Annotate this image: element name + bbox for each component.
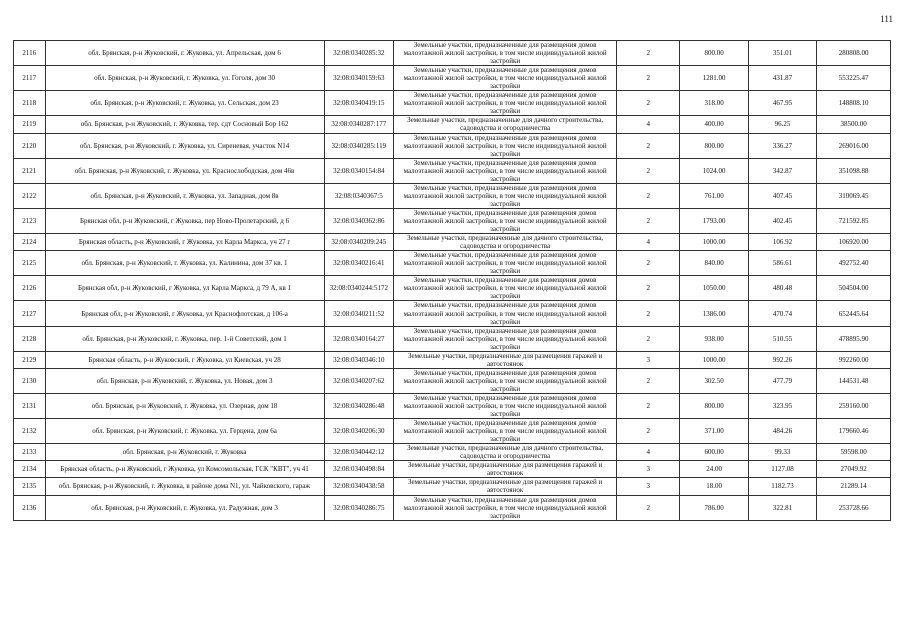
address-cell: обл. Брянская, р-н Жуковский, г. Жуковка, ул. Радужная, дом 3 xyxy=(45,495,324,520)
group-cell: 2 xyxy=(617,251,680,276)
value-cell: 21289.14 xyxy=(817,478,891,495)
area-cell: 1281.00 xyxy=(680,66,748,91)
row-number: 2133 xyxy=(14,444,46,461)
land-purpose-cell: Земельные участки, предназначенные для размещения домов малоэтажной жилой застройки, в том числе индивидуальной жилой застройки xyxy=(394,368,617,393)
group-cell: 3 xyxy=(617,351,680,368)
rate-cell: 351.01 xyxy=(748,41,816,66)
address-cell: Брянская обл, р-н Жуковский, г Жуковка, ул Краснофлотская, д 106-а xyxy=(45,301,324,326)
table-row xyxy=(14,133,891,158)
address-cell: обл. Брянская, р-н Жуковский, г. Жуковка xyxy=(45,444,324,461)
table-row xyxy=(14,351,891,368)
group-cell: 2 xyxy=(617,276,680,301)
land-purpose-cell: Земельные участки, предназначенные для размещения домов малоэтажной жилой застройки, в том числе индивидуальной жилой застройки xyxy=(394,183,617,208)
land-purpose-cell: Земельные участки, предназначенные для дачного строительства, садоводства и огородничества xyxy=(394,116,617,133)
value-cell: 148808.10 xyxy=(817,91,891,116)
table-row xyxy=(14,478,891,495)
address-cell: обл. Брянская, р-н Жуковский, г. Жуковка, ул. Апрельская, дом 6 xyxy=(45,41,324,66)
row-number: 2120 xyxy=(14,133,46,158)
group-cell: 2 xyxy=(617,393,680,418)
page-number: 111 xyxy=(880,14,893,24)
value-cell: 351098.88 xyxy=(817,158,891,183)
table-row xyxy=(14,251,891,276)
table-row xyxy=(14,183,891,208)
group-cell: 2 xyxy=(617,41,680,66)
rate-cell: 106.92 xyxy=(748,234,816,251)
address-cell: обл. Брянская, р-н Жуковский, г. Жуковка, ул. Западная, дом 8в xyxy=(45,183,324,208)
rate-cell: 431.87 xyxy=(748,66,816,91)
row-number: 2127 xyxy=(14,301,46,326)
area-cell: 1793.00 xyxy=(680,208,748,233)
group-cell: 2 xyxy=(617,301,680,326)
area-cell: 600.00 xyxy=(680,444,748,461)
rate-cell: 510.55 xyxy=(748,326,816,351)
cadastral-number-cell: 32:08:0340244:5172 xyxy=(324,276,393,301)
cadastral-number-cell: 32:08:0340346:10 xyxy=(324,351,393,368)
row-number: 2125 xyxy=(14,251,46,276)
area-cell: 18.00 xyxy=(680,478,748,495)
address-cell: обл. Брянская, р-н Жуковский, г. Жуковка, ул. Гоголя, дом 30 xyxy=(45,66,324,91)
cadastral-number-cell: 32:08:0340362:86 xyxy=(324,208,393,233)
area-cell: 938.00 xyxy=(680,326,748,351)
rate-cell: 322.81 xyxy=(748,495,816,520)
row-number: 2118 xyxy=(14,91,46,116)
row-number: 2135 xyxy=(14,478,46,495)
area-cell: 318.00 xyxy=(680,91,748,116)
table-row xyxy=(14,495,891,520)
row-number: 2126 xyxy=(14,276,46,301)
area-cell: 800.00 xyxy=(680,133,748,158)
cadastral-number-cell: 32:08:0340498:84 xyxy=(324,461,393,478)
rate-cell: 470.74 xyxy=(748,301,816,326)
group-cell: 4 xyxy=(617,444,680,461)
group-cell: 2 xyxy=(617,495,680,520)
cadastral-number-cell: 32:08:0340438:58 xyxy=(324,478,393,495)
value-cell: 269016.00 xyxy=(817,133,891,158)
group-cell: 4 xyxy=(617,116,680,133)
rate-cell: 1182.73 xyxy=(748,478,816,495)
value-cell: 144531.48 xyxy=(817,368,891,393)
table-row xyxy=(14,419,891,444)
address-cell: обл. Брянская, р-н Жуковский, г. Жуковка, ул. Герцена, дом 6а xyxy=(45,419,324,444)
row-number: 2129 xyxy=(14,351,46,368)
value-cell: 38500.00 xyxy=(817,116,891,133)
rate-cell: 477.79 xyxy=(748,368,816,393)
land-purpose-cell: Земельные участки, предназначенные для размещения домов малоэтажной жилой застройки, в том числе индивидуальной жилой застройки xyxy=(394,301,617,326)
land-purpose-cell: Земельные участки, предназначенные для размещения домов малоэтажной жилой застройки, в том числе индивидуальной жилой застройки xyxy=(394,495,617,520)
rate-cell: 484.26 xyxy=(748,419,816,444)
value-cell: 27049.92 xyxy=(817,461,891,478)
group-cell: 2 xyxy=(617,91,680,116)
row-number: 2134 xyxy=(14,461,46,478)
land-purpose-cell: Земельные участки, предназначенные для размещения домов малоэтажной жилой застройки, в том числе индивидуальной жилой застройки xyxy=(394,133,617,158)
area-cell: 840.00 xyxy=(680,251,748,276)
land-purpose-cell: Земельные участки, предназначенные для размещения домов малоэтажной жилой застройки, в том числе индивидуальной жилой застройки xyxy=(394,208,617,233)
row-number: 2123 xyxy=(14,208,46,233)
row-number: 2131 xyxy=(14,393,46,418)
row-number: 2136 xyxy=(14,495,46,520)
cadastral-number-cell: 32:08:0340209:245 xyxy=(324,234,393,251)
group-cell: 4 xyxy=(617,234,680,251)
land-purpose-cell: Земельные участки, предназначенные для размещения домов малоэтажной жилой застройки, в том числе индивидуальной жилой застройки xyxy=(394,41,617,66)
value-cell: 253728.66 xyxy=(817,495,891,520)
land-purpose-cell: Земельные участки, предназначенные для размещения домов малоэтажной жилой застройки, в том числе индивидуальной жилой застройки xyxy=(394,66,617,91)
address-cell: обл. Брянская, р-н Жуковский, г. Жуковка, в районе дома N1, ул. Чайковского, гараж xyxy=(45,478,324,495)
area-cell: 800.00 xyxy=(680,41,748,66)
group-cell: 2 xyxy=(617,326,680,351)
value-cell: 992260.00 xyxy=(817,351,891,368)
table-body xyxy=(14,40,891,520)
table-row xyxy=(14,66,891,91)
land-purpose-cell: Земельные участки, предназначенные для размещения домов малоэтажной жилой застройки, в том числе индивидуальной жилой застройки xyxy=(394,393,617,418)
cadastral-number-cell: 32:08:0340216:41 xyxy=(324,251,393,276)
area-cell: 1000.00 xyxy=(680,351,748,368)
land-purpose-cell: Земельные участки, предназначенные для размещения домов малоэтажной жилой застройки, в том числе индивидуальной жилой застройки xyxy=(394,251,617,276)
area-cell: 1386.00 xyxy=(680,301,748,326)
address-cell: Брянская область, р-н Жуковский, г Жуковка, ул Комсомольская, ГСК "КВТ", уч 41 xyxy=(45,461,324,478)
address-cell: обл. Брянская, р-н Жуковский, г. Жуковка, ул. Озерная, дом 18 xyxy=(45,393,324,418)
land-purpose-cell: Земельные участки, предназначенные для размещения гаражей и автостоянок xyxy=(394,478,617,495)
cadastral-number-cell: 32:08:0340285:119 xyxy=(324,133,393,158)
row-number: 2116 xyxy=(14,41,46,66)
area-cell: 800.00 xyxy=(680,393,748,418)
address-cell: обл. Брянская, р-н Жуковский, г. Жуковка, пер. 1-й Советский, дом 1 xyxy=(45,326,324,351)
address-cell: Брянская обл, р-н Жуковский, г Жуковка, пер Ново-Пролетарский, д 6 xyxy=(45,208,324,233)
value-cell: 310069.45 xyxy=(817,183,891,208)
table-row xyxy=(14,158,891,183)
cadastral-number-cell: 32:08:0340211:52 xyxy=(324,301,393,326)
value-cell: 179660.46 xyxy=(817,419,891,444)
land-purpose-cell: Земельные участки, предназначенные для размещения домов малоэтажной жилой застройки, в том числе индивидуальной жилой застройки xyxy=(394,326,617,351)
table-row xyxy=(14,208,891,233)
area-cell: 786.00 xyxy=(680,495,748,520)
row-number: 2130 xyxy=(14,368,46,393)
value-cell: 492752.40 xyxy=(817,251,891,276)
cadastral-number-cell: 32:08:0340206:30 xyxy=(324,419,393,444)
value-cell: 553225.47 xyxy=(817,66,891,91)
cadastral-number-cell: 32:08:0340442:12 xyxy=(324,444,393,461)
table-row xyxy=(14,461,891,478)
rate-cell: 342.87 xyxy=(748,158,816,183)
land-purpose-cell: Земельные участки, предназначенные для размещения гаражей и автостоянок xyxy=(394,351,617,368)
land-purpose-cell: Земельные участки, предназначенные для размещения домов малоэтажной жилой застройки, в том числе индивидуальной жилой застройки xyxy=(394,158,617,183)
value-cell: 478895.90 xyxy=(817,326,891,351)
rate-cell: 467.95 xyxy=(748,91,816,116)
rate-cell: 1127.08 xyxy=(748,461,816,478)
rate-cell: 336.27 xyxy=(748,133,816,158)
address-cell: Брянская область, р-н Жуковский, г Жуковка, ул Киевская, уч 28 xyxy=(45,351,324,368)
value-cell: 59598.00 xyxy=(817,444,891,461)
table-row xyxy=(14,444,891,461)
area-cell: 24.00 xyxy=(680,461,748,478)
area-cell: 302.50 xyxy=(680,368,748,393)
land-purpose-cell: Земельные участки, предназначенные для размещения гаражей и автостоянок xyxy=(394,461,617,478)
rate-cell: 586.61 xyxy=(748,251,816,276)
cadastral-number-cell: 32:08:0340285:32 xyxy=(324,41,393,66)
group-cell: 2 xyxy=(617,133,680,158)
row-number: 2122 xyxy=(14,183,46,208)
address-cell: обл. Брянская, р-н Жуковский, г. Жуковка, ул. Калинина, дом 37 кв. 1 xyxy=(45,251,324,276)
value-cell: 721592.85 xyxy=(817,208,891,233)
table-row xyxy=(14,116,891,133)
rate-cell: 96.25 xyxy=(748,116,816,133)
address-cell: Брянская область, р-н Жуковский, г Жуковка, ул Карла Маркса, уч 27 г xyxy=(45,234,324,251)
group-cell: 3 xyxy=(617,478,680,495)
address-cell: обл. Брянская, р-н Жуковский, г. Жуковка, ул. Сельская, дом 23 xyxy=(45,91,324,116)
table-row xyxy=(14,368,891,393)
address-cell: обл. Брянская, р-н Жуковский, г. Жуковка, тер. сдт Сосновый Бор 162 xyxy=(45,116,324,133)
cadastral-number-cell: 32:08:0340419:15 xyxy=(324,91,393,116)
row-number: 2121 xyxy=(14,158,46,183)
address-cell: обл. Брянская, р-н Жуковский, г. Жуковка, ул. Новая, дом 3 xyxy=(45,368,324,393)
value-cell: 652445.64 xyxy=(817,301,891,326)
area-cell: 1024.00 xyxy=(680,158,748,183)
cadastral-number-cell: 32:08:0340286:75 xyxy=(324,495,393,520)
value-cell: 259160.00 xyxy=(817,393,891,418)
area-cell: 1000.00 xyxy=(680,234,748,251)
table-row xyxy=(14,276,891,301)
table-row xyxy=(14,234,891,251)
group-cell: 2 xyxy=(617,419,680,444)
row-number: 2117 xyxy=(14,66,46,91)
table-row xyxy=(14,91,891,116)
rate-cell: 99.33 xyxy=(748,444,816,461)
address-cell: обл. Брянская, р-н Жуковский, г. Жуковка, ул. Сиреневая, участок N14 xyxy=(45,133,324,158)
table-row xyxy=(14,326,891,351)
cadastral-number-cell: 32:08:0340207:62 xyxy=(324,368,393,393)
table-row xyxy=(14,301,891,326)
rate-cell: 402.45 xyxy=(748,208,816,233)
cadastral-number-cell: 32:08:0340159:63 xyxy=(324,66,393,91)
table-row xyxy=(14,41,891,66)
value-cell: 106920.00 xyxy=(817,234,891,251)
land-registry-table xyxy=(13,40,891,521)
area-cell: 761.00 xyxy=(680,183,748,208)
land-purpose-cell: Земельные участки, предназначенные для дачного строительства, садоводства и огородничества xyxy=(394,444,617,461)
row-number: 2128 xyxy=(14,326,46,351)
area-cell: 371.00 xyxy=(680,419,748,444)
group-cell: 2 xyxy=(617,368,680,393)
cadastral-number-cell: 32:08:0340367:5 xyxy=(324,183,393,208)
land-purpose-cell: Земельные участки, предназначенные для размещения домов малоэтажной жилой застройки, в том числе индивидуальной жилой застройки xyxy=(394,419,617,444)
land-purpose-cell: Земельные участки, предназначенные для дачного строительства, садоводства и огородничества xyxy=(394,234,617,251)
rate-cell: 992.26 xyxy=(748,351,816,368)
land-purpose-cell: Земельные участки, предназначенные для размещения домов малоэтажной жилой застройки, в том числе индивидуальной жилой застройки xyxy=(394,276,617,301)
group-cell: 2 xyxy=(617,158,680,183)
group-cell: 2 xyxy=(617,183,680,208)
rate-cell: 323.95 xyxy=(748,393,816,418)
row-number: 2119 xyxy=(14,116,46,133)
area-cell: 1050.00 xyxy=(680,276,748,301)
cadastral-number-cell: 32:08:0340154:84 xyxy=(324,158,393,183)
group-cell: 2 xyxy=(617,208,680,233)
land-purpose-cell: Земельные участки, предназначенные для размещения домов малоэтажной жилой застройки, в том числе индивидуальной жилой застройки xyxy=(394,91,617,116)
table-row xyxy=(14,393,891,418)
row-number: 2132 xyxy=(14,419,46,444)
value-cell: 504504.00 xyxy=(817,276,891,301)
cadastral-number-cell: 32:08:0340286:48 xyxy=(324,393,393,418)
rate-cell: 480.48 xyxy=(748,276,816,301)
area-cell: 400.00 xyxy=(680,116,748,133)
group-cell: 3 xyxy=(617,461,680,478)
group-cell: 2 xyxy=(617,66,680,91)
cadastral-number-cell: 32:08:0340287:177 xyxy=(324,116,393,133)
address-cell: Брянская обл, р-н Жуковский, г Жуковка, ул Карла Маркса, д 79 А, кв 1 xyxy=(45,276,324,301)
address-cell: обл. Брянская, р-н Жуковский, г. Жуковка, ул. Краснослободская, дом 46в xyxy=(45,158,324,183)
row-number: 2124 xyxy=(14,234,46,251)
value-cell: 280808.00 xyxy=(817,41,891,66)
rate-cell: 407.45 xyxy=(748,183,816,208)
cadastral-number-cell: 32:08:0340164:27 xyxy=(324,326,393,351)
